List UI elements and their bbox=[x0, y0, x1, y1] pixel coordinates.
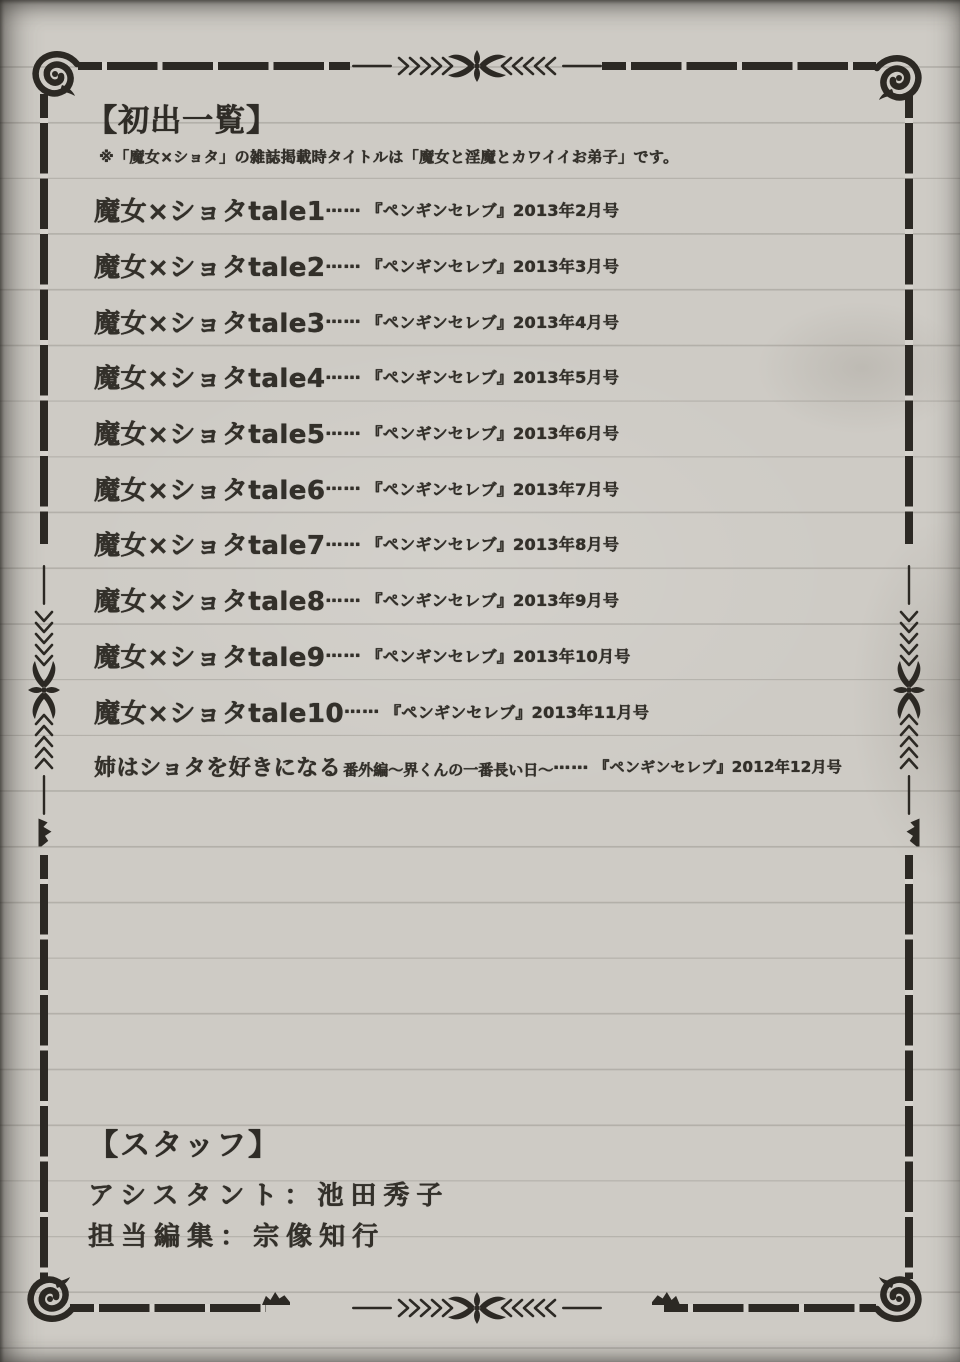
entry-title-group bbox=[94, 751, 553, 782]
leader-dots: …… bbox=[325, 252, 362, 273]
list-item bbox=[94, 182, 842, 238]
staff-separator: ： bbox=[284, 1181, 318, 1211]
staff-role: 担当編集 bbox=[88, 1222, 221, 1252]
entry-title-group bbox=[94, 470, 325, 507]
leader-dots: …… bbox=[553, 753, 590, 774]
entry-title-group bbox=[94, 303, 325, 340]
staff-role: アシスタント bbox=[88, 1181, 285, 1211]
entry-title: 魔女×ショタtale7 bbox=[94, 531, 326, 562]
leader-dots: …… bbox=[325, 419, 362, 440]
staff-separator: ： bbox=[220, 1222, 254, 1252]
staff-name: 宗像知行 bbox=[253, 1222, 386, 1252]
section-title: 【初出一覧】 bbox=[86, 103, 278, 139]
publication-note: ※「魔女×ショタ」の雑誌掲載時タイトルは「魔女と淫魔とカワイイお弟子」です。 bbox=[99, 148, 679, 166]
entry-title: 魔女×ショタtale8 bbox=[94, 587, 326, 618]
list-item bbox=[94, 739, 842, 795]
entry-title: 魔女×ショタtale6 bbox=[94, 475, 326, 506]
list-item bbox=[94, 572, 842, 628]
entry-title: 魔女×ショタtale9 bbox=[94, 642, 326, 673]
entry-title: 姉はショタを好きになる bbox=[94, 756, 342, 782]
leader-dots: …… bbox=[325, 586, 362, 607]
entry-source: 『ペンギンセレブ』2013年4月号 bbox=[366, 312, 619, 332]
entry-source: 『ペンギンセレブ』2013年3月号 bbox=[366, 257, 619, 277]
entry-title-group bbox=[94, 247, 325, 284]
entry-title-group bbox=[94, 414, 325, 451]
entry-source: 『ペンギンセレブ』2012年12月号 bbox=[594, 758, 842, 777]
staff-name: 池田秀子 bbox=[317, 1181, 450, 1211]
list-item bbox=[94, 628, 842, 684]
publication-list bbox=[94, 182, 842, 795]
entry-title: 魔女×ショタtale3 bbox=[94, 308, 326, 339]
entry-title-group bbox=[94, 581, 325, 618]
entry-source: 『ペンギンセレブ』2013年5月号 bbox=[366, 368, 619, 388]
list-item bbox=[94, 293, 842, 349]
entry-title: 魔女×ショタtale10 bbox=[94, 698, 344, 729]
staff-member bbox=[88, 1217, 449, 1258]
leader-dots: …… bbox=[325, 530, 362, 551]
list-item bbox=[94, 238, 842, 294]
leader-dots: …… bbox=[343, 698, 380, 719]
entry-source: 『ペンギンセレブ』2013年11月号 bbox=[384, 702, 650, 722]
entry-source: 『ペンギンセレブ』2013年9月号 bbox=[366, 591, 619, 611]
entry-title-group bbox=[94, 358, 325, 395]
entry-title: 魔女×ショタtale2 bbox=[94, 253, 326, 284]
entry-source: 『ペンギンセレブ』2013年6月号 bbox=[366, 424, 619, 444]
entry-subtitle: 番外編～界くんの一番長い日～ bbox=[343, 761, 554, 780]
entry-source: 『ペンギンセレブ』2013年7月号 bbox=[366, 479, 619, 499]
list-item bbox=[94, 516, 842, 572]
entry-source: 『ペンギンセレブ』2013年10月号 bbox=[366, 646, 631, 666]
entry-source: 『ペンギンセレブ』2013年2月号 bbox=[366, 201, 619, 221]
list-item bbox=[94, 683, 842, 739]
entry-title-group bbox=[94, 525, 325, 562]
leader-dots: …… bbox=[325, 363, 362, 384]
entry-title-group bbox=[94, 637, 325, 674]
list-item bbox=[94, 460, 842, 516]
staff-section bbox=[88, 1120, 449, 1258]
entry-source: 『ペンギンセレブ』2013年8月号 bbox=[366, 535, 619, 555]
staff-member bbox=[88, 1176, 449, 1217]
list-item bbox=[94, 405, 842, 461]
entry-title-group bbox=[94, 693, 344, 730]
list-item bbox=[94, 349, 842, 405]
staff-heading: 【スタッフ】 bbox=[88, 1128, 280, 1163]
entry-title-group bbox=[94, 191, 325, 228]
leader-dots: …… bbox=[325, 196, 362, 217]
entry-title: 魔女×ショタtale5 bbox=[94, 420, 326, 451]
leader-dots: …… bbox=[325, 308, 362, 329]
entry-title: 魔女×ショタtale1 bbox=[94, 197, 326, 228]
staff-list bbox=[88, 1176, 449, 1258]
entry-title: 魔女×ショタtale4 bbox=[94, 364, 326, 395]
leader-dots: …… bbox=[325, 475, 362, 496]
leader-dots: …… bbox=[325, 642, 362, 663]
